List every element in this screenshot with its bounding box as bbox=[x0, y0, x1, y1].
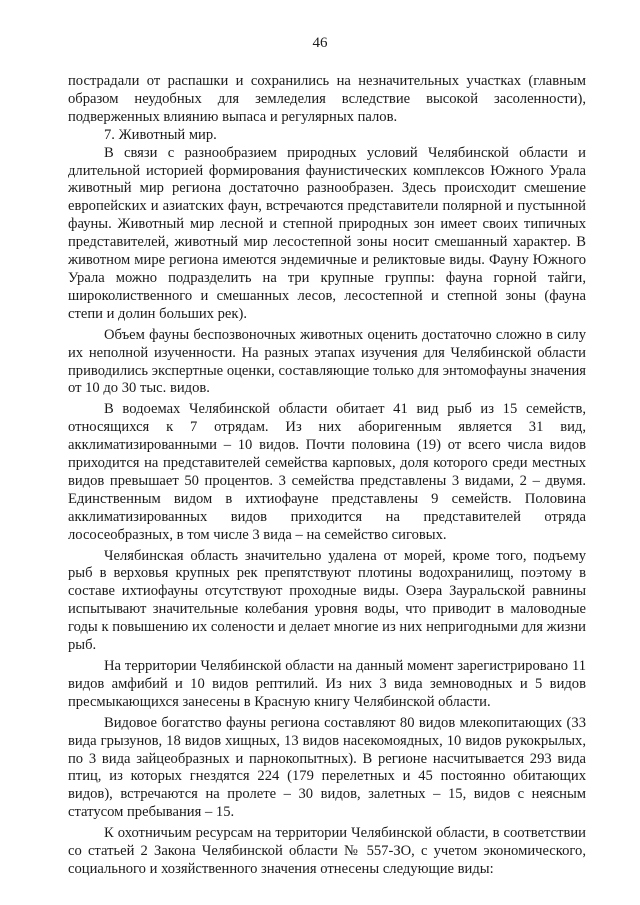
paragraph: пострадали от распашки и сохранились на незначительных участках (главным образом неудобных для земледелия вследствие высокой засоленности), подверженных влиянию выпаса и регулярных палов. bbox=[68, 73, 586, 125]
document-body bbox=[68, 73, 586, 879]
paragraph: На территории Челябинской области на данный момент зарегистрировано 11 видов амфибий и 10 видов рептилий. Из них 3 вида земноводных и 5 видов пресмыкающихся занесены в Красную книгу Челябинской области. bbox=[68, 658, 586, 710]
paragraph: Челябинская область значительно удалена от морей, кроме того, подъему рыб в верховья крупных рек препятствуют плотины водохранилищ, поэтому в составе ихтиофауны отсутствуют проходные виды. Озера Зауральской равнины испытывают значительные колебания уровня воды, что приводит в маловодные годы к повышению их солености и делает многие из них непригодными для жизни рыб. bbox=[68, 547, 586, 654]
paragraph: К охотничьим ресурсам на территории Челябинской области, в соответствии со статьей 2 Закона Челябинской области № 557-ЗО, с учетом экономического, социального и хозяйственного значения отнесены следующие виды: bbox=[68, 825, 586, 877]
paragraph: В связи с разнообразием природных условий Челябинской области и длительной историей формирования фаунистических комплексов Южного Урала животный мир региона достаточно разнообразен. Здесь происходит смешение европейских и азиатских фаун, встречаются представители полярной и пустынной фауны. Животный мир лесной и степной природных зон имеет своих типичных представителей, животный мир лесостепной зоны носит смешанный характер. В животном мире региона имеются эндемичные и реликтовые виды. Фауну Южного Урала можно подразделить на три крупные группы: фауна горной тайги, широколиственного и смешанных лесов, лесостепной и степной зоны (фауна степи и долин больших рек). bbox=[68, 144, 586, 322]
paragraph: Видовое богатство фауны региона составляют 80 видов млекопитающих (33 вида грызунов, 18 видов хищных, 13 видов насекомоядных, 10 видов рукокрылых, по 3 вида зайцеобразных и парнокопытных). В регионе насчитывается 293 вида птиц, из которых гнездятся 224 (179 перелетных и 45 постоянно обитающих видов), встречаются на пролете – 30 видов, залетных – 15, видов с неясным статусом пребывания – 15. bbox=[68, 714, 586, 821]
paragraph: Объем фауны беспозвоночных животных оценить достаточно сложно в силу их неполной изученности. На разных этапах изучения для Челябинской области приводились экспертные оценки, составляющие только для энтомофауны значения от 10 до 30 тыс. видов. bbox=[68, 326, 586, 397]
section-heading: 7. Животный мир. bbox=[104, 126, 217, 143]
paragraph: В водоемах Челябинской области обитает 41 вид рыб из 15 семейств, относящихся к 7 отрядам. Из них аборигенным является 31 вид, акклиматизированными – 10 видов. Почти половина (19) от всего числа видов приходится на представителей семейства карповых, доля которого среди местных видов превышает 50 процентов. 3 семейства представлены 3 видами, 2 – двумя. Единственным видом в ихтиофауне представлены 9 семейств. Половина акклиматизированных видов приходится на представителей отряда лососеобразных, в том числе 3 вида – на семейство сиговых. bbox=[68, 401, 586, 543]
page-number: 46 bbox=[312, 35, 328, 51]
